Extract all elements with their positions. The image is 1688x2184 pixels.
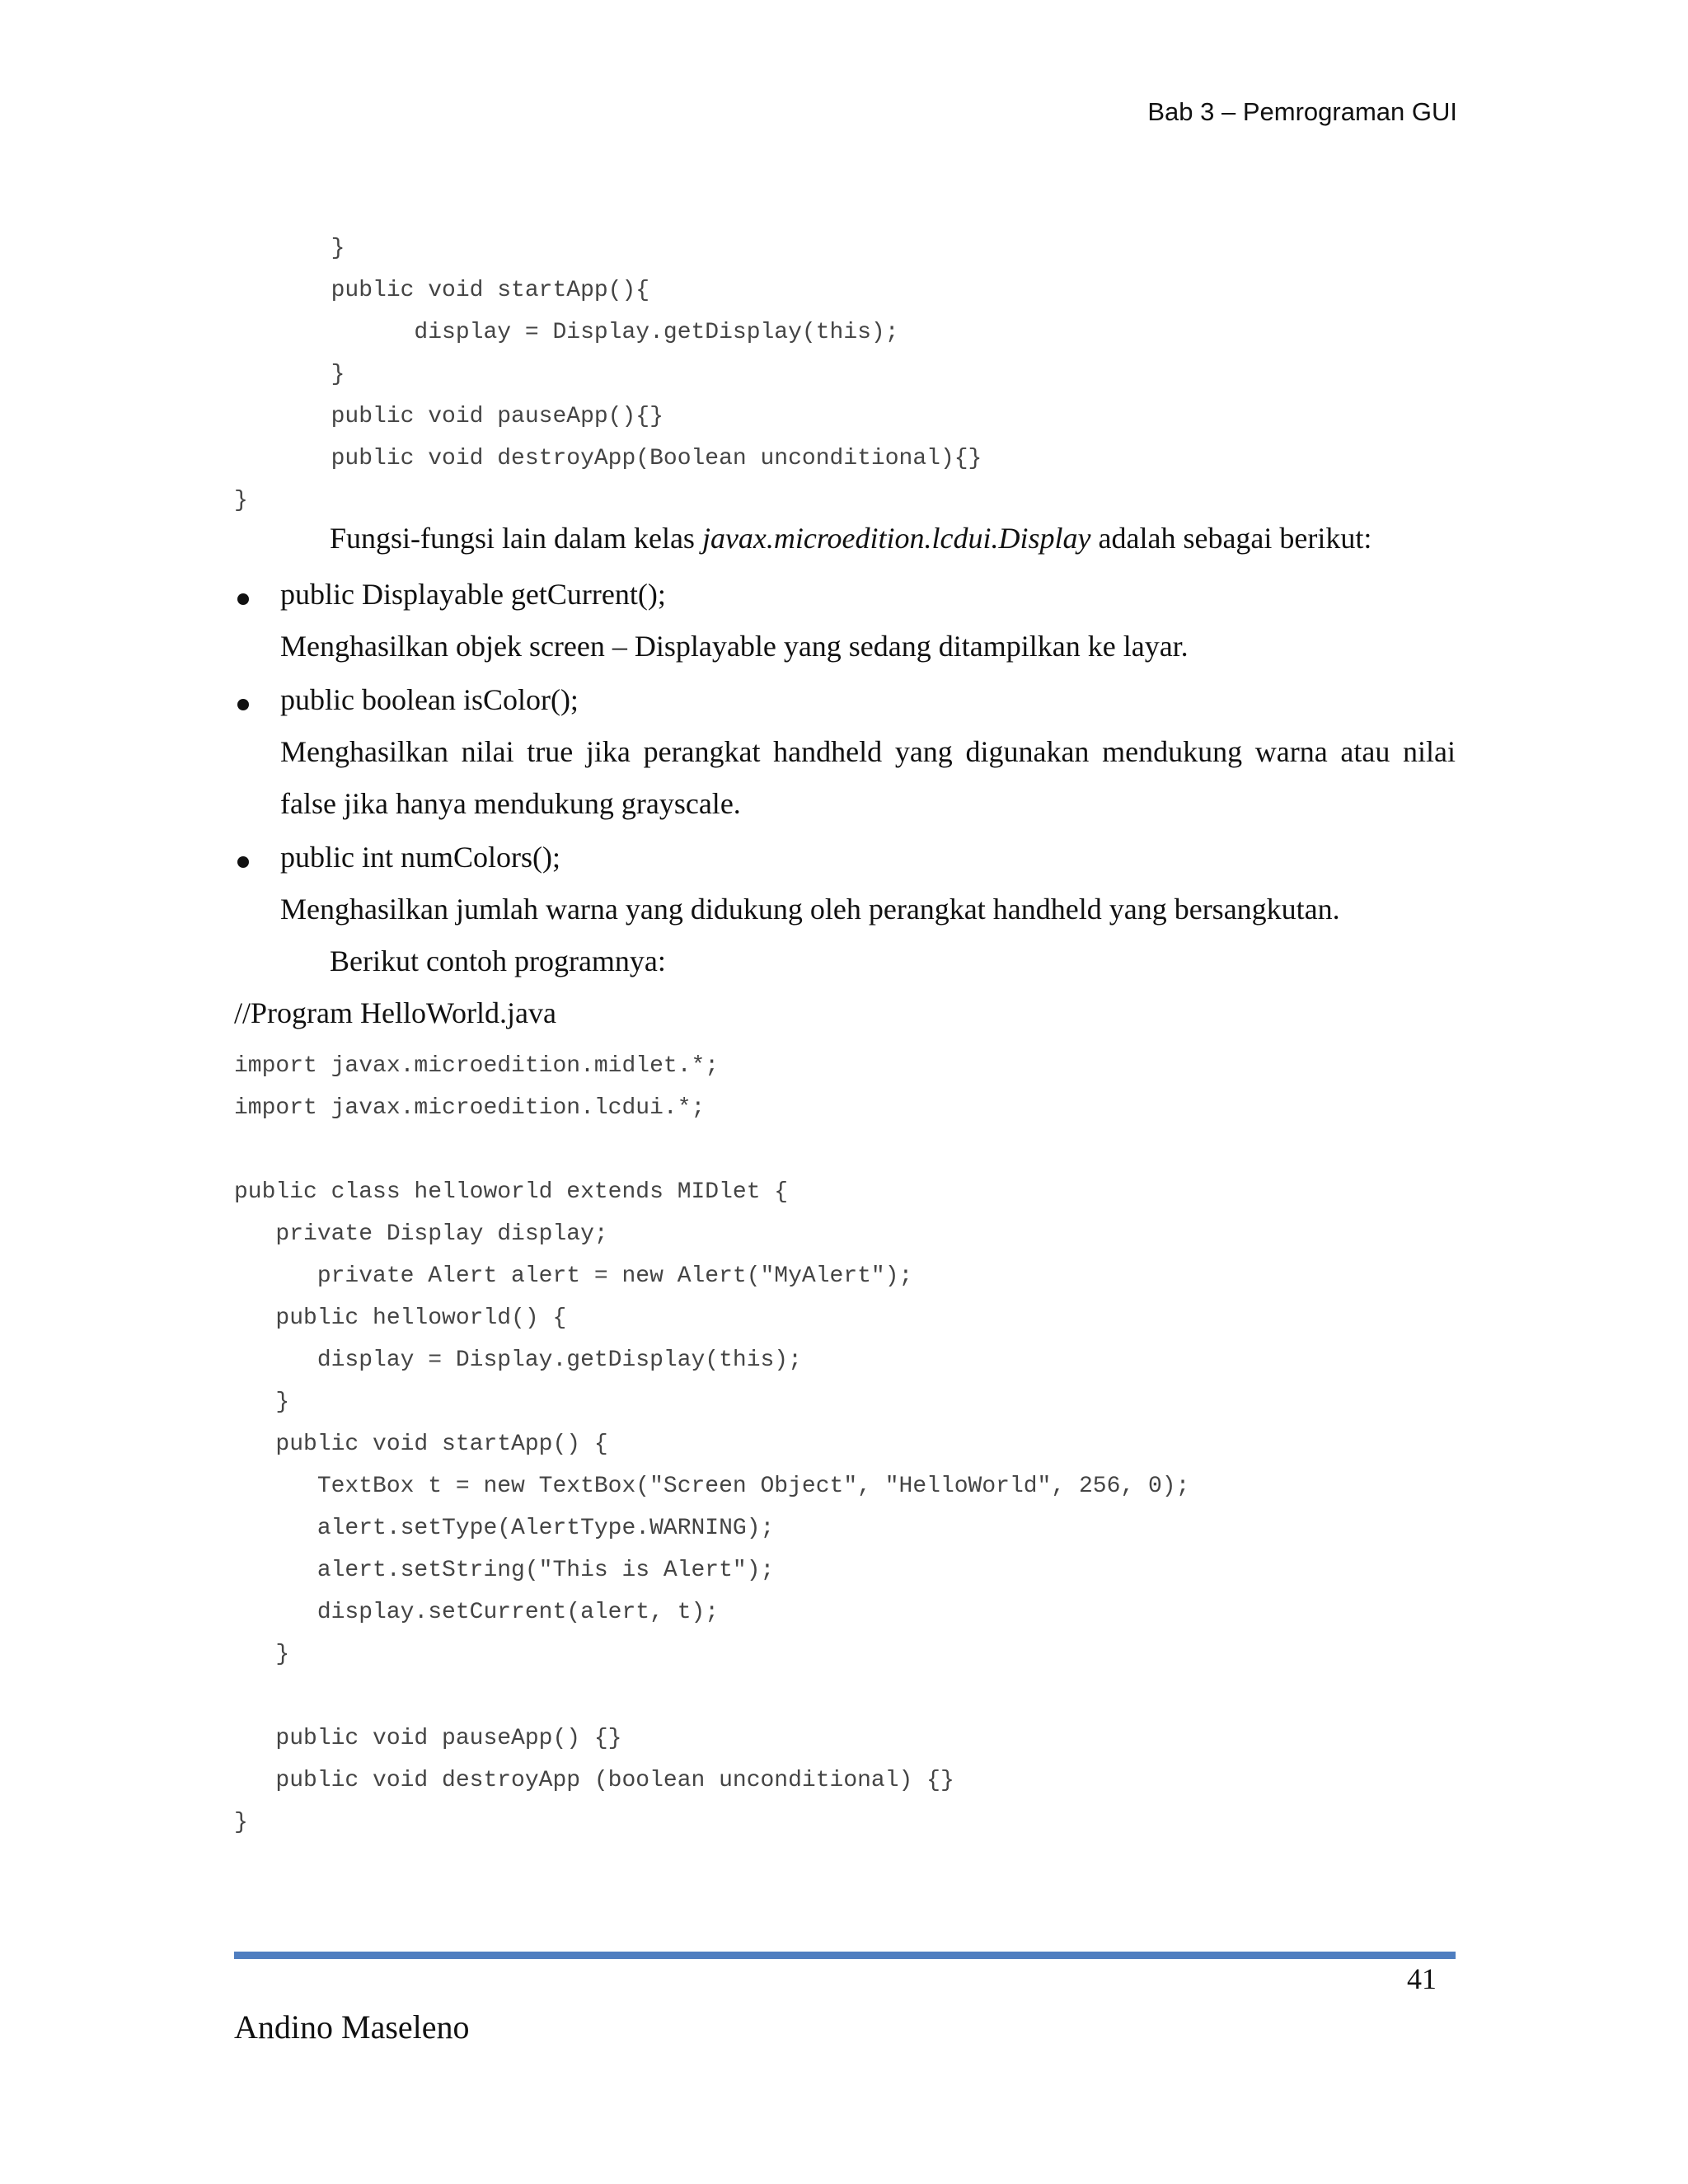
code-line: public void pauseApp() {} <box>234 1726 622 1751</box>
code-line: private Display display; <box>234 1221 608 1247</box>
code-line: } <box>234 236 345 261</box>
bullet-signature: public Displayable getCurrent(); <box>280 578 666 611</box>
code-line: TextBox t = new TextBox("Screen Object", "HelloWorld", 256, 0); <box>234 1474 1190 1499</box>
bullet-icon <box>237 699 249 710</box>
code-line: import javax.microedition.midlet.*; <box>234 1053 720 1079</box>
code-line: } <box>234 1810 248 1835</box>
bullet-description: Menghasilkan jumlah warna yang didukung oleh perangkat handheld yang bersangkutan. <box>280 893 1340 926</box>
intro-text-before: Fungsi-fungsi lain dalam kelas <box>330 522 702 555</box>
code-line: } <box>234 1642 290 1667</box>
bullet-icon <box>237 856 249 868</box>
code-line <box>234 1129 1189 1171</box>
code-line: public helloworld() { <box>234 1305 567 1331</box>
code-line: display = Display.getDisplay(this); <box>234 1347 802 1373</box>
code-block-top <box>234 227 982 522</box>
code-block-main <box>234 1045 1189 1844</box>
code-line <box>234 1675 1189 1718</box>
bullet-signature: public boolean isColor(); <box>280 683 579 716</box>
bullet-description-cont: false jika hanya mendukung grayscale. <box>280 787 741 820</box>
page-number: 41 <box>1407 1962 1437 1995</box>
class-name: javax.microedition.lcdui.Display <box>701 522 1091 555</box>
code-line: public class helloworld extends MIDlet { <box>234 1179 789 1205</box>
author-name: Andino Maseleno <box>234 2008 470 2046</box>
code-line: display = Display.getDisplay(this); <box>234 320 899 345</box>
code-line: public void startApp() { <box>234 1432 608 1457</box>
code-line: private Alert alert = new Alert("MyAlert"); <box>234 1263 913 1289</box>
code-line: } <box>234 1390 290 1415</box>
code-line: import javax.microedition.lcdui.*; <box>234 1095 706 1121</box>
bullet-icon <box>237 593 249 605</box>
code-line: public void destroyApp(Boolean unconditional){} <box>234 446 982 471</box>
example-intro: Berikut contoh programnya: <box>330 944 666 977</box>
code-line: alert.setString("This is Alert"); <box>234 1558 775 1583</box>
bullet-description: Menghasilkan nilai true jika perangkat handheld yang digunakan mendukung warna atau nilai <box>280 735 1456 768</box>
bullet-signature: public int numColors(); <box>280 841 560 874</box>
intro-text-after: adalah sebagai berikut: <box>1090 522 1372 555</box>
code-line: public void pauseApp(){} <box>234 404 663 429</box>
footer-rule <box>234 1952 1456 1959</box>
code-line: } <box>234 362 345 387</box>
code-line: alert.setType(AlertType.WARNING); <box>234 1516 775 1541</box>
code-line: public void startApp(){ <box>234 278 650 303</box>
program-comment: //Program HelloWorld.java <box>234 996 557 1029</box>
code-line: } <box>234 488 248 513</box>
code-line: public void destroyApp (boolean unconditional) {} <box>234 1768 954 1793</box>
running-header: Bab 3 – Pemrograman GUI <box>1147 97 1457 126</box>
intro-paragraph <box>330 521 1372 555</box>
code-line: display.setCurrent(alert, t); <box>234 1600 720 1625</box>
bullet-description: Menghasilkan objek screen – Displayable yang sedang ditampilkan ke layar. <box>280 630 1189 663</box>
